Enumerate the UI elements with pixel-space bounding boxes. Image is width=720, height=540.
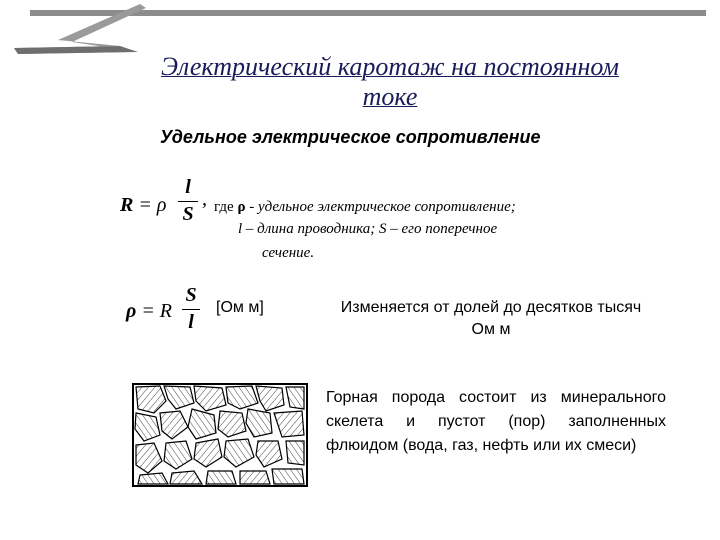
formula-2-bar [182,309,200,310]
rock-description: Горная порода состоит из минерального скелета и пустот (пор) заполненных флюидом (вода, газ, нефть или их смеси) [326,389,666,454]
formula-2-fraction [182,284,200,334]
note-text-1: - удельное электрическое сопротивление; [249,199,516,215]
formula-1-denominator: S [182,203,194,225]
formula-2-denominator: l [188,311,194,333]
formula-2-rho: ρ [126,300,137,322]
subtitle: Удельное электрическое сопротивление [160,127,541,147]
formula-1-numerator: l [185,176,191,198]
formula-2-lhs [126,300,172,323]
title-line-1: Электрический каротаж на постоянном [161,52,619,81]
formula-1-r: R [120,194,134,216]
formula-1-fraction [178,176,198,226]
formula-2-numerator: S [185,284,197,306]
note-where: где [214,199,234,215]
formula-1-comma: , [202,188,207,210]
title-line-2: токе [362,82,418,111]
formula-1-note-line-2: l – длина проводника; S – его поперечное [238,221,498,237]
range-line-2: Ом м [471,321,511,338]
note-rho: ρ [237,199,246,215]
resistivity-unit: [Ом м] [216,299,264,316]
formula-1-eq: = ρ [138,194,167,216]
formula-1-lhs [120,194,166,217]
formula-1-note-line-3: сечение. [262,245,315,261]
formula-1-note-line-1 [214,198,516,216]
rock-grains-icon [132,383,308,487]
resistivity-range [306,297,676,341]
range-line-1: Изменяется от долей до десятков тысяч [340,299,642,316]
formula-1-bar [178,201,198,202]
formula-2-eq: = R [141,300,173,322]
slide-title [120,52,660,112]
